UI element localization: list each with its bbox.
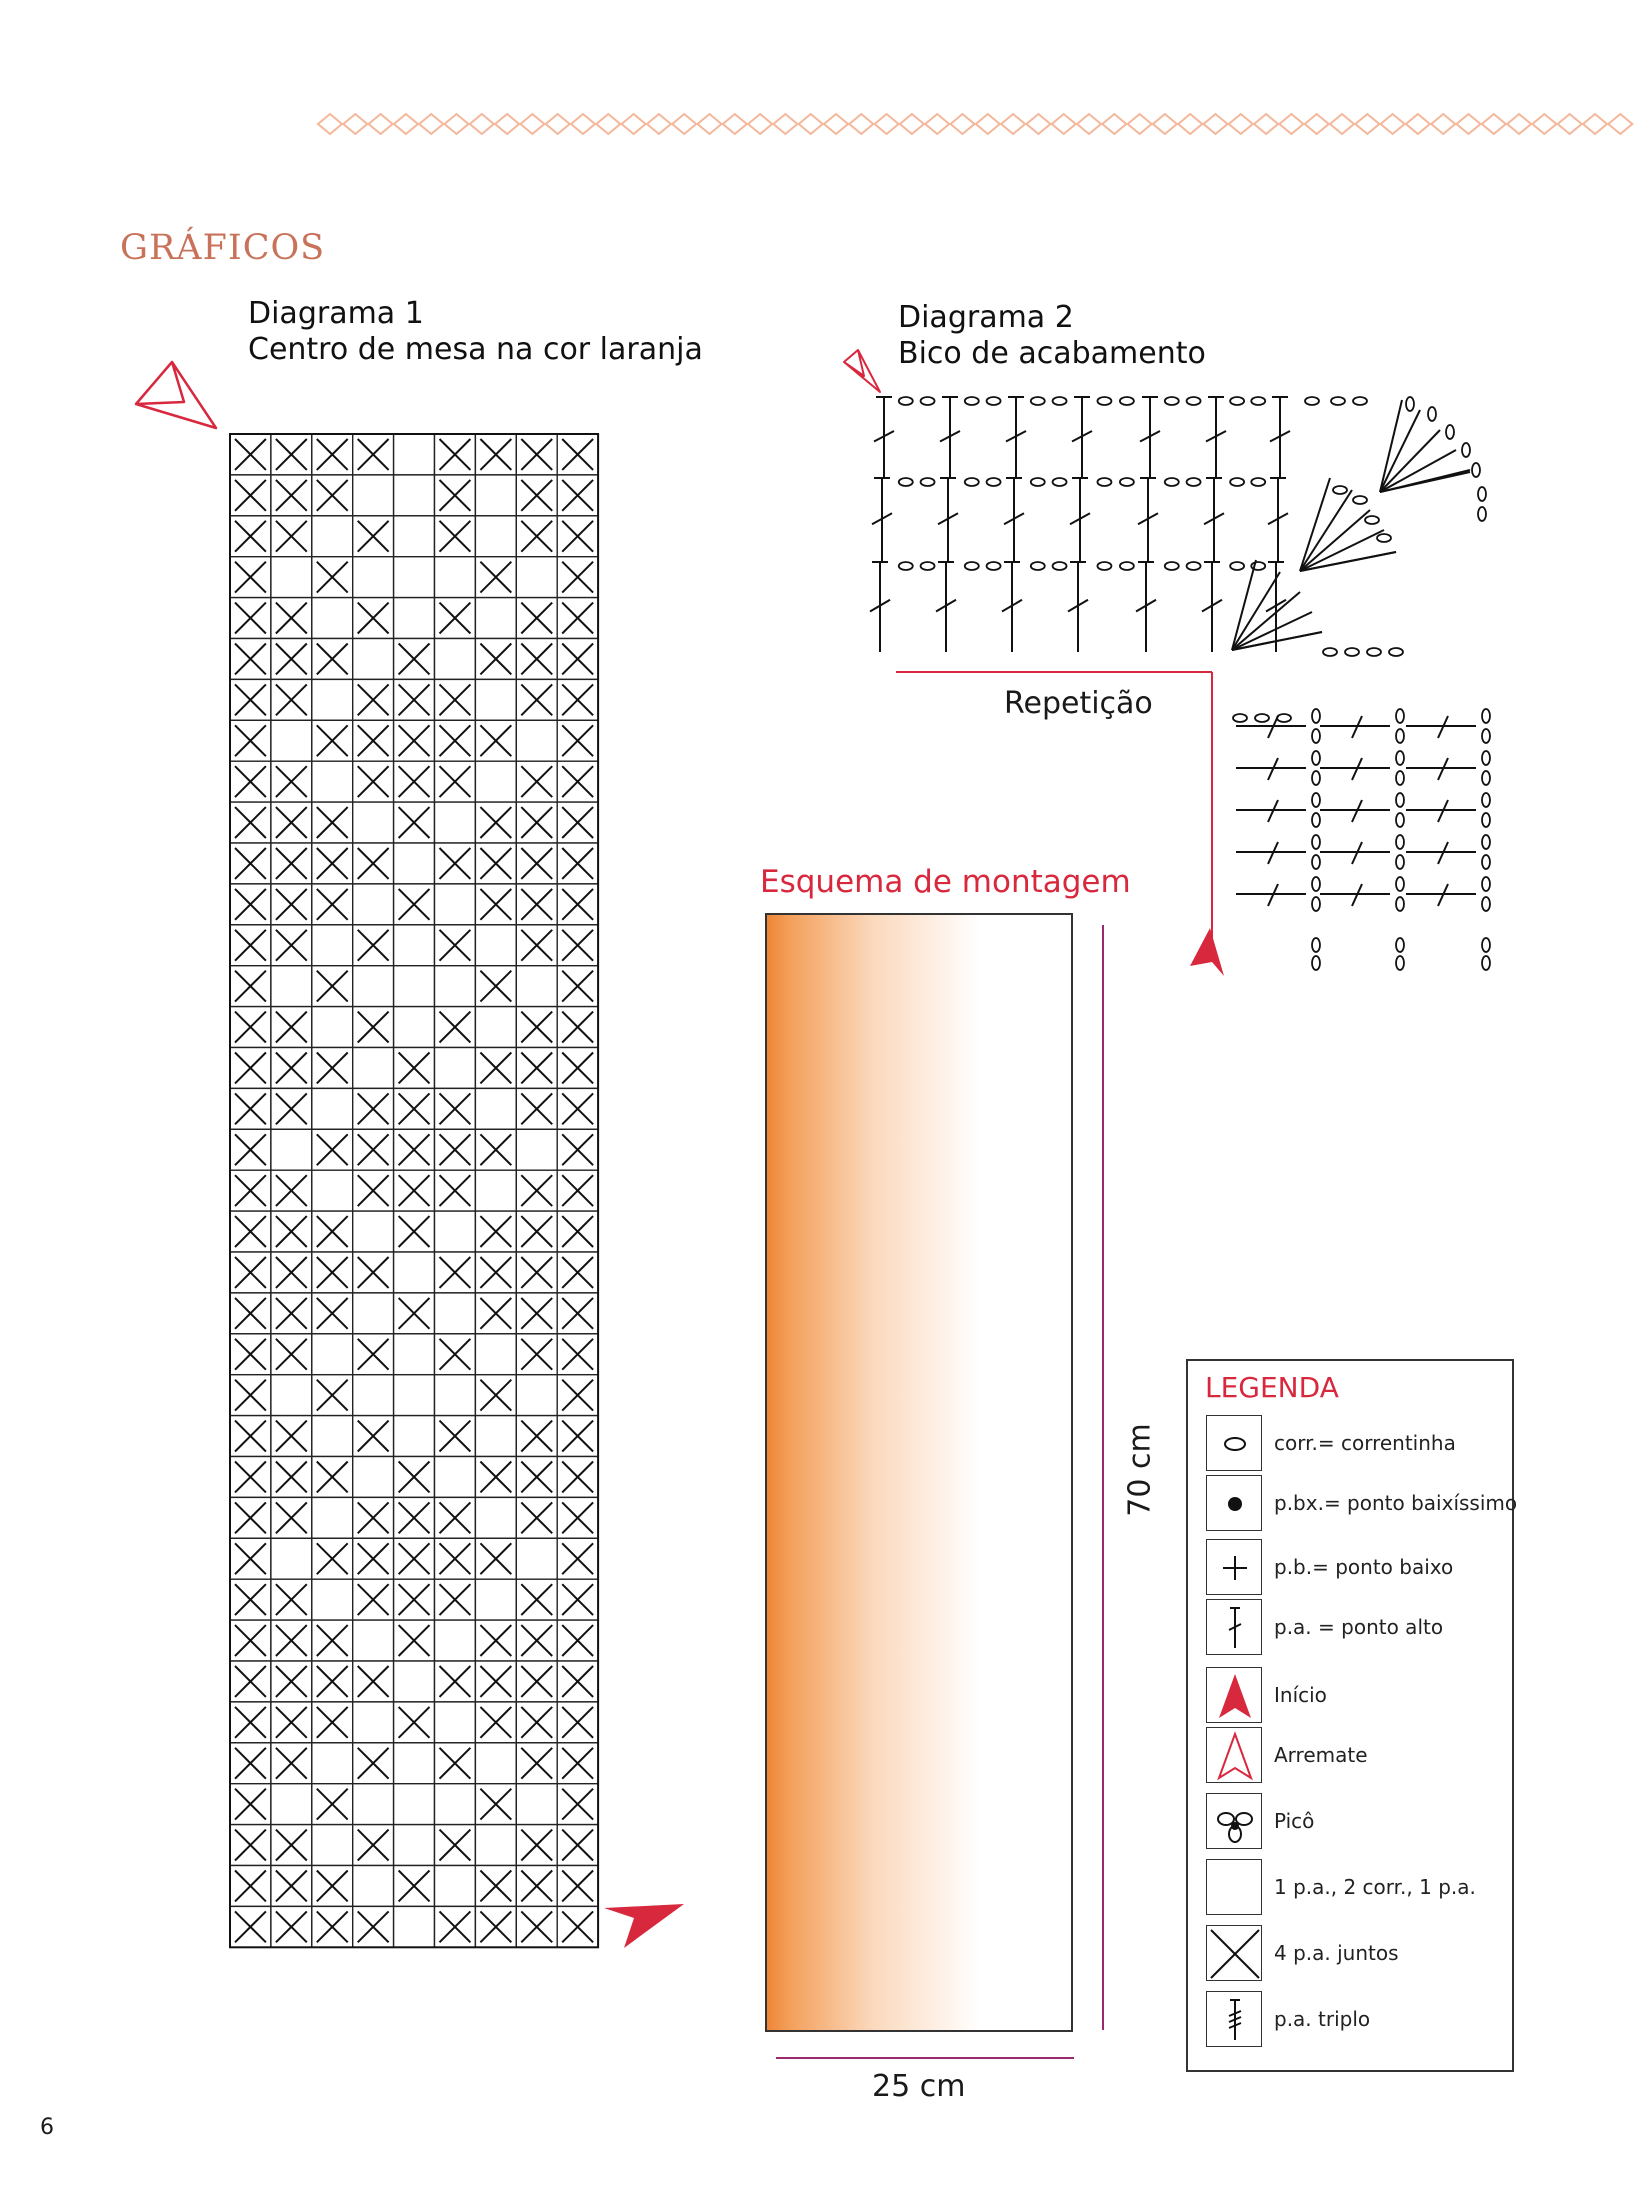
cross-square-icon: [1206, 1925, 1262, 1981]
legend-item-empty-square: [1206, 1859, 1506, 1917]
legend-item-double-crochet: [1206, 1599, 1506, 1657]
legend-text: corr.= correntinha: [1274, 1431, 1456, 1455]
diagram2-title-line2: Bico de acabamento: [898, 336, 1206, 371]
legend-item-cross-square: [1206, 1925, 1506, 1983]
legend-text: Início: [1274, 1683, 1327, 1707]
picot-icon: [1206, 1793, 1262, 1849]
slip-stitch-icon: [1206, 1475, 1262, 1531]
empty-square-icon: [1206, 1859, 1262, 1915]
height-label: 70 cm: [1122, 1423, 1158, 1517]
legend-item-finish: [1206, 1727, 1506, 1785]
legend-item-single-crochet: [1206, 1539, 1506, 1597]
legend-title: LEGENDA: [1205, 1371, 1339, 1404]
assembly-title: Esquema de montagem: [760, 864, 1131, 900]
assembly-panel: [766, 914, 1072, 2031]
legend-text: p.a. = ponto alto: [1274, 1615, 1444, 1639]
width-label: 25 cm: [872, 2069, 966, 2104]
single-crochet-icon: [1206, 1539, 1262, 1595]
legend-item-slip-stitch: [1206, 1475, 1518, 1533]
legend-item-picot: [1206, 1793, 1506, 1851]
triple-crochet-icon: [1206, 1991, 1262, 2047]
legend-text: 1 p.a., 2 corr., 1 p.a.: [1274, 1875, 1476, 1899]
legend-item-chain: [1206, 1415, 1506, 1473]
legend-text: p.a. triplo: [1274, 2007, 1371, 2031]
legend-text: p.b.= ponto baixo: [1274, 1555, 1454, 1579]
diagram1-title-line2: Centro de mesa na cor laranja: [248, 332, 703, 367]
page-title: GRÁFICOS: [120, 228, 326, 268]
legend-text: Picô: [1274, 1809, 1315, 1833]
finish-arrow-icon: [1206, 1727, 1262, 1783]
double-crochet-icon: [1206, 1599, 1262, 1655]
page-number: 6: [40, 2115, 54, 2140]
legend-item-start: [1206, 1667, 1506, 1725]
repeat-label: Repetição: [1004, 686, 1153, 721]
legend-text: p.bx.= ponto baixíssimo: [1274, 1491, 1518, 1515]
diagram2-title-line1: Diagrama 2: [898, 300, 1074, 335]
diagram1-title-line1: Diagrama 1: [248, 296, 424, 331]
start-arrow-icon: [1206, 1667, 1262, 1723]
chain-icon: [1206, 1415, 1262, 1471]
legend-text: Arremate: [1274, 1743, 1368, 1767]
legend: [1186, 1359, 1518, 2072]
legend-text: 4 p.a. juntos: [1274, 1941, 1399, 1965]
legend-item-triple-crochet: [1206, 1991, 1506, 2049]
